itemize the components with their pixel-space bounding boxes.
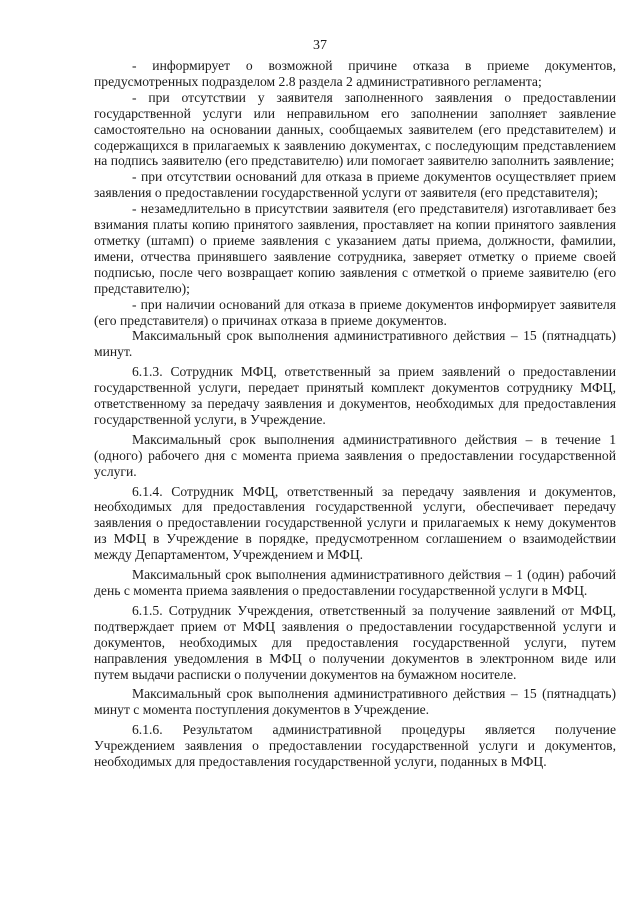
paragraph-max-time-1-day: Максимальный срок выполнения административного действия – в течение 1 (одного) рабочего дня с момента приема заявления о предоставлении государственной услуги.	[94, 431, 616, 479]
paragraph-max-time-1-working-day: Максимальный срок выполнения административного действия – 1 (один) рабочий день с момента приема заявления о предоставлении государственной услуги в МФЦ.	[94, 567, 616, 598]
paragraph-accept-application: - при отсутствии оснований для отказа в приеме документов осуществляет прием заявления о предоставлении государственной услуги от заявителя (его представителя);	[94, 169, 616, 201]
paragraph-max-time-15-min-receipt: Максимальный срок выполнения административного действия – 15 (пятнадцать) минут с момента поступления документов в Учреждение.	[94, 686, 616, 718]
paragraph-copy-application: - незамедлительно в присутствии заявителя (его представителя) изготавливает без взимания платы копию принятого заявления, проставляет на копии принятого заявления отметку (штамп) о приеме заявления с указанием даты приема, должности, фамилии, имени, отчества принявшего заявление сотрудника, заверяет отметку о приеме своей подписью, после чего возвращает копию заявления с отметкой о приеме заявителю (его представителю);	[94, 201, 616, 296]
paragraph-inform-refusal-reason: - информирует о возможной причине отказа в приеме документов, предусмотренных подразделом 2.8 раздела 2 административного регламента;	[94, 58, 616, 89]
paragraph-6-1-6: 6.1.6. Результатом административной процедуры является получение Учреждением заявления о предоставлении государственной услуги и документов, необходимых для предоставления государственной услуги, поданных в МФЦ.	[94, 722, 616, 770]
paragraph-6-1-3: 6.1.3. Сотрудник МФЦ, ответственный за прием заявлений о предоставлении государственной услуги, передает принятый комплект документов сотруднику МФЦ, ответственному за передачу заявления и документов, необходимых для предоставления государственной услуги, в Учреждение.	[94, 364, 616, 427]
paragraph-inform-refusal: - при наличии оснований для отказа в приеме документов информирует заявителя (его представителя) о причинах отказа в приеме документов.	[94, 296, 616, 328]
paragraph-max-time-15-min: Максимальный срок выполнения административного действия – 15 (пятнадцать) минут.	[94, 328, 616, 360]
paragraph-fill-application: - при отсутствии у заявителя заполненного заявления о предоставлении государственной услуги или неправильном его заполнении заполняет заявление самостоятельно на основании данных, сообщаемых заявителем (его представителем) и содержащихся в прилагаемых к заявлению документах, с последующим представлением на подпись заявителю (его представителю) или помогает заявителю заполнить заявление;	[94, 89, 616, 169]
page-number: 37	[313, 38, 327, 53]
paragraph-6-1-4: 6.1.4. Сотрудник МФЦ, ответственный за передачу заявления и документов, необходимых для предоставления государственной услуги, обеспечивает передачу заявления о предоставлении государственной услуги и прилагаемых к нему документов из МФЦ в Учреждение в порядке, предусмотренном соглашением о взаимодействии между Департаментом, Учреждением и МФЦ.	[94, 483, 616, 563]
paragraph-6-1-5: 6.1.5. Сотрудник Учреждения, ответственный за получение заявлений от МФЦ, подтверждает прием от МФЦ заявления о предоставлении государственной услуги и документов, необходимых для предоставления государственной услуги, путем направления уведомления в МФЦ о получении документов в электронном виде или путем выдачи расписки о получении документов на бумажном носителе.	[94, 602, 616, 682]
document-body	[94, 58, 616, 770]
